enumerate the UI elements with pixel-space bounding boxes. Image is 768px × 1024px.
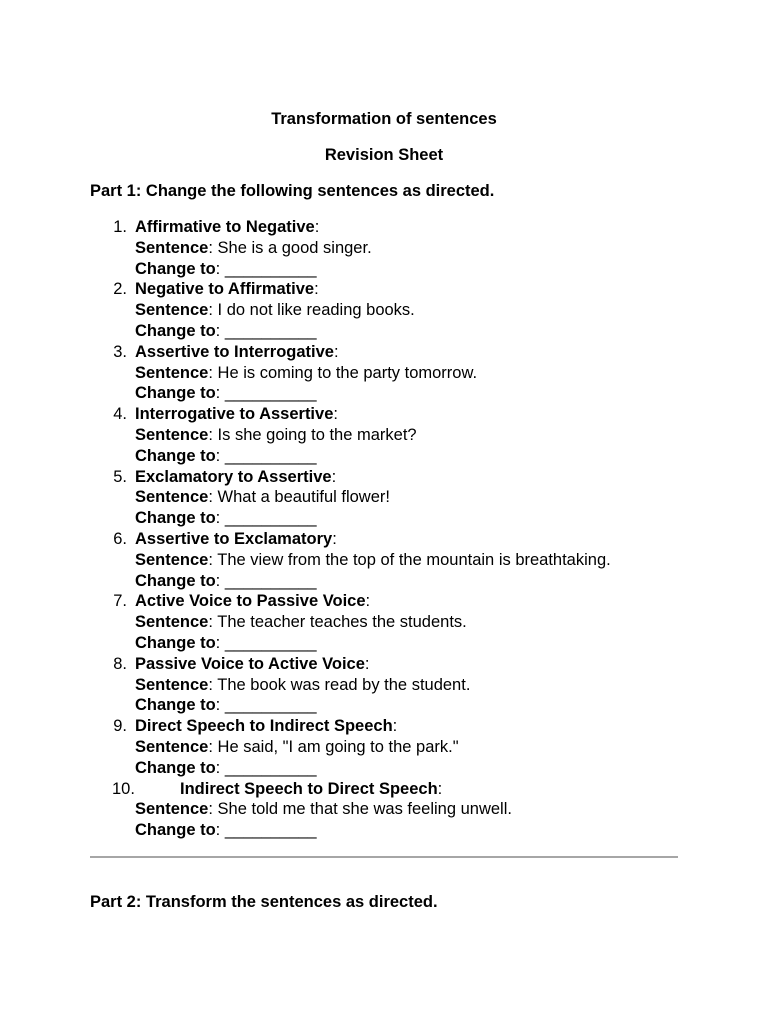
item-transformation-type: Assertive to Interrogative: [135, 342, 334, 361]
change-to-label: Change to: [135, 696, 216, 715]
item-number: 10.: [112, 779, 135, 798]
list-item: 2. Negative to Affirmative: Sentence: I do not like reading books. Change to: __________: [90, 279, 710, 341]
exercise-list: [90, 217, 710, 841]
list-item: 6. Assertive to Exclamatory: Sentence: The view from the top of the mountain is breathtaking. Change to: __________: [90, 529, 710, 591]
answer-blank: __________: [224, 758, 317, 777]
item-sentence: The teacher teaches the students.: [217, 613, 467, 632]
change-to-label: Change to: [135, 384, 216, 403]
sentence-label: Sentence: [135, 550, 209, 569]
sentence-label: Sentence: [135, 737, 209, 756]
change-to-label: Change to: [135, 509, 216, 528]
answer-blank: __________: [224, 509, 317, 528]
document-subtitle: Revision Sheet: [324, 146, 444, 164]
part1-heading: Part 1: Change the following sentences as directed.: [90, 182, 495, 200]
list-item: 3. Assertive to Interrogative: Sentence: He is coming to the party tomorrow. Change to: __________: [90, 342, 710, 404]
answer-blank: __________: [224, 446, 317, 465]
change-to-label: Change to: [135, 633, 216, 652]
item-transformation-type: Interrogative to Assertive: [135, 405, 334, 424]
item-number: 2.: [113, 280, 127, 299]
item-transformation-type: Negative to Affirmative: [135, 280, 315, 299]
sentence-label: Sentence: [135, 675, 209, 694]
item-number: 3.: [113, 342, 127, 361]
item-number: 7.: [113, 592, 127, 611]
change-to-label: Change to: [135, 758, 216, 777]
sentence-label: Sentence: [135, 238, 209, 257]
list-item: 8. Passive Voice to Active Voice: Sentence: The book was read by the student. Change to: __________: [90, 654, 710, 716]
item-sentence: The view from the top of the mountain is breathtaking.: [217, 550, 611, 569]
answer-blank: __________: [224, 571, 317, 590]
item-number: 4.: [113, 405, 127, 424]
item-transformation-type: Assertive to Exclamatory: [135, 529, 333, 548]
list-item: 7. Active Voice to Passive Voice: Sentence: The teacher teaches the students. Change to: __________: [90, 591, 710, 653]
item-transformation-type: Active Voice to Passive Voice: [135, 592, 366, 611]
item-number: 1.: [113, 218, 127, 236]
answer-blank: __________: [224, 821, 317, 840]
horizontal-divider: [90, 856, 678, 858]
sentence-label: Sentence: [135, 425, 209, 444]
item-number: 9.: [113, 717, 127, 736]
answer-blank: __________: [224, 384, 317, 403]
document-title: Transformation of sentences: [271, 110, 497, 128]
list-item: 10. Indirect Speech to Direct Speech: Sentence: She told me that she was feeling unwell. Change to: __________: [112, 779, 512, 840]
answer-blank: __________: [224, 259, 317, 278]
list-item: 4. Interrogative to Assertive: Sentence: Is she going to the market? Change to: __________: [90, 404, 710, 466]
item-sentence: The book was read by the student.: [217, 675, 471, 694]
item-number: 6.: [113, 529, 127, 548]
sentence-label: Sentence: [135, 800, 209, 819]
answer-blank: __________: [224, 321, 317, 340]
item-transformation-type: Passive Voice to Active Voice: [135, 654, 365, 673]
change-to-label: Change to: [135, 821, 216, 840]
list-item: 9. Direct Speech to Indirect Speech: Sentence: He said, "I am going to the park." Change to: __________: [90, 716, 710, 778]
change-to-label: Change to: [135, 446, 216, 465]
list-item: 5. Exclamatory to Assertive: Sentence: What a beautiful flower! Change to: __________: [90, 467, 710, 529]
item-transformation-type: Direct Speech to Indirect Speech: [135, 717, 393, 736]
sentence-label: Sentence: [135, 488, 209, 507]
change-to-label: Change to: [135, 259, 216, 278]
sentence-label: Sentence: [135, 301, 209, 320]
change-to-label: Change to: [135, 321, 216, 340]
sentence-label: Sentence: [135, 363, 209, 382]
item-number: 5.: [113, 467, 127, 486]
part2-heading: Part 2: Transform the sentences as directed.: [90, 893, 438, 911]
answer-blank: __________: [224, 633, 317, 652]
item-transformation-type: Exclamatory to Assertive: [135, 467, 332, 486]
item-sentence: He said, "I am going to the park.": [217, 737, 459, 756]
sentence-label: Sentence: [135, 613, 209, 632]
item-sentence: She is a good singer.: [217, 238, 372, 257]
list-item: 1. Affirmative to Negative: Sentence: She is a good singer. Change to: __________: [90, 217, 710, 279]
item-number: 8.: [113, 654, 127, 673]
change-to-label: Change to: [135, 571, 216, 590]
item-sentence: Is she going to the market?: [217, 425, 417, 444]
item-sentence: She told me that she was feeling unwell.: [217, 800, 512, 819]
item-transformation-type: Indirect Speech to Direct Speech: [180, 779, 438, 798]
item-sentence: He is coming to the party tomorrow.: [217, 363, 478, 382]
item-sentence: What a beautiful flower!: [217, 488, 390, 507]
item-sentence: I do not like reading books.: [217, 301, 415, 320]
item-transformation-type: Affirmative to Negative: [135, 218, 315, 236]
answer-blank: __________: [224, 696, 317, 715]
